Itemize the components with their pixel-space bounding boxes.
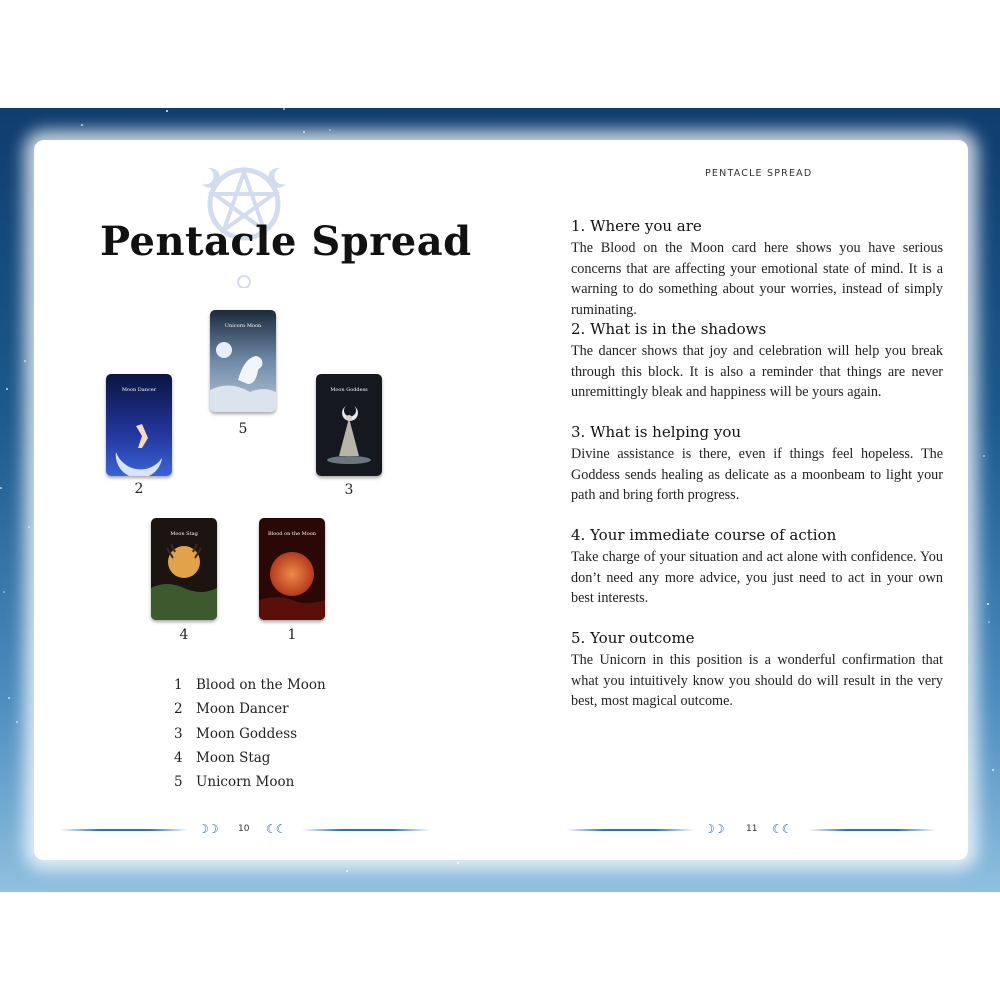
- card-legend: [174, 673, 326, 794]
- page-number: 10: [238, 824, 250, 834]
- star-icon: [166, 110, 168, 112]
- section-body: The Unicorn in this position is a wonderful confirmation that what you intuitively know you should do will result in the very best, most magical outcome.: [571, 652, 943, 710]
- legend-number: 4: [174, 750, 183, 767]
- footer-rule: [60, 829, 188, 831]
- section-heading: 5. Your outcome: [571, 629, 695, 647]
- star-icon: [983, 455, 985, 457]
- star-icon: [0, 487, 2, 489]
- star-icon: [81, 124, 83, 126]
- star-icon: [3, 591, 5, 593]
- section-heading: 1. Where you are: [571, 217, 702, 235]
- legend-label: Moon Stag: [196, 750, 271, 767]
- star-icon: [303, 131, 305, 133]
- legend-number: 5: [174, 774, 183, 791]
- star-icon: [346, 870, 348, 872]
- card-label: Moon Dancer: [121, 387, 157, 393]
- card-moon-dancer: [106, 374, 172, 476]
- card-blood-on-the-moon: [259, 518, 325, 620]
- legend-number: 1: [174, 677, 183, 694]
- page-number: 11: [746, 824, 758, 834]
- right-page-footer: [566, 824, 936, 836]
- section-shadows: [571, 320, 943, 403]
- legend-label: Unicorn Moon: [196, 774, 295, 791]
- legend-item: [174, 746, 326, 770]
- card-position-number: 5: [238, 421, 248, 437]
- footer-rule: [566, 829, 694, 831]
- crescent-moon-icon: ☽☽: [198, 822, 218, 836]
- crescent-moon-icon: ☾☾: [266, 822, 286, 836]
- star-icon: [28, 526, 30, 528]
- crescent-moon-icon: ☾☾: [772, 822, 792, 836]
- legend-label: Moon Goddess: [196, 725, 298, 742]
- star-icon: [8, 697, 10, 699]
- section-heading: 2. What is in the shadows: [571, 320, 767, 338]
- running-head: PENTACLE SPREAD: [705, 168, 813, 179]
- star-icon: [329, 129, 331, 131]
- star-icon: [988, 621, 990, 623]
- star-icon: [16, 721, 18, 723]
- footer-rule: [808, 829, 936, 831]
- section-outcome: [571, 629, 943, 712]
- section-body: The dancer shows that joy and celebration will help you break through this block. It is also a reminder that things are never unremittingly bleak and happiness will be yours again.: [571, 343, 943, 401]
- card-label: Moon Stag: [170, 531, 198, 537]
- section-helping-you: [571, 423, 943, 506]
- star-icon: [987, 603, 989, 605]
- legend-item: [174, 770, 326, 794]
- star-icon: [24, 360, 26, 362]
- footer-rule: [302, 829, 430, 831]
- card-moon-goddess: [316, 374, 382, 476]
- section-body: Take charge of your situation and act alone with confidence. You don’t need any more advice, you just need to act in your own best interests.: [571, 549, 943, 607]
- section-heading: 3. What is helping you: [571, 423, 742, 441]
- card-label: Unicorn Moon: [224, 323, 262, 329]
- legend-number: 3: [174, 725, 183, 742]
- star-icon: [457, 862, 459, 864]
- star-icon: [283, 108, 285, 110]
- star-icon: [6, 388, 8, 390]
- card-position-number: 3: [344, 482, 354, 498]
- card-unicorn-moon: [210, 310, 276, 412]
- card-label: Blood on the Moon: [267, 531, 317, 537]
- page-title: Pentacle Spread: [100, 218, 472, 265]
- card-position-number: 1: [287, 627, 297, 643]
- section-course-of-action: [571, 526, 943, 609]
- legend-label: Moon Dancer: [196, 701, 289, 718]
- section-body: Divine assistance is there, even if things feel hopeless. The Goddess sends healing as delicate as a moonbeam to light your path and bring forth progress.: [571, 446, 943, 504]
- card-label: Moon Goddess: [330, 387, 368, 393]
- star-icon: [992, 769, 994, 771]
- section-heading: 4. Your immediate course of action: [571, 526, 837, 544]
- legend-item: [174, 722, 326, 746]
- legend-item: [174, 673, 326, 697]
- crescent-moon-icon: ☽☽: [704, 822, 724, 836]
- section-where-you-are: [571, 217, 943, 320]
- legend-number: 2: [174, 701, 183, 718]
- card-moon-stag: [151, 518, 217, 620]
- legend-item: [174, 697, 326, 721]
- section-body: The Blood on the Moon card here shows you have serious concerns that are affecting your emotional state of mind. It is a warning to do something about your worries, instead of simply ruminating.: [571, 240, 943, 318]
- left-page-footer: [60, 824, 430, 836]
- card-position-number: 4: [179, 627, 189, 643]
- card-position-number: 2: [134, 481, 144, 497]
- legend-label: Blood on the Moon: [196, 677, 326, 694]
